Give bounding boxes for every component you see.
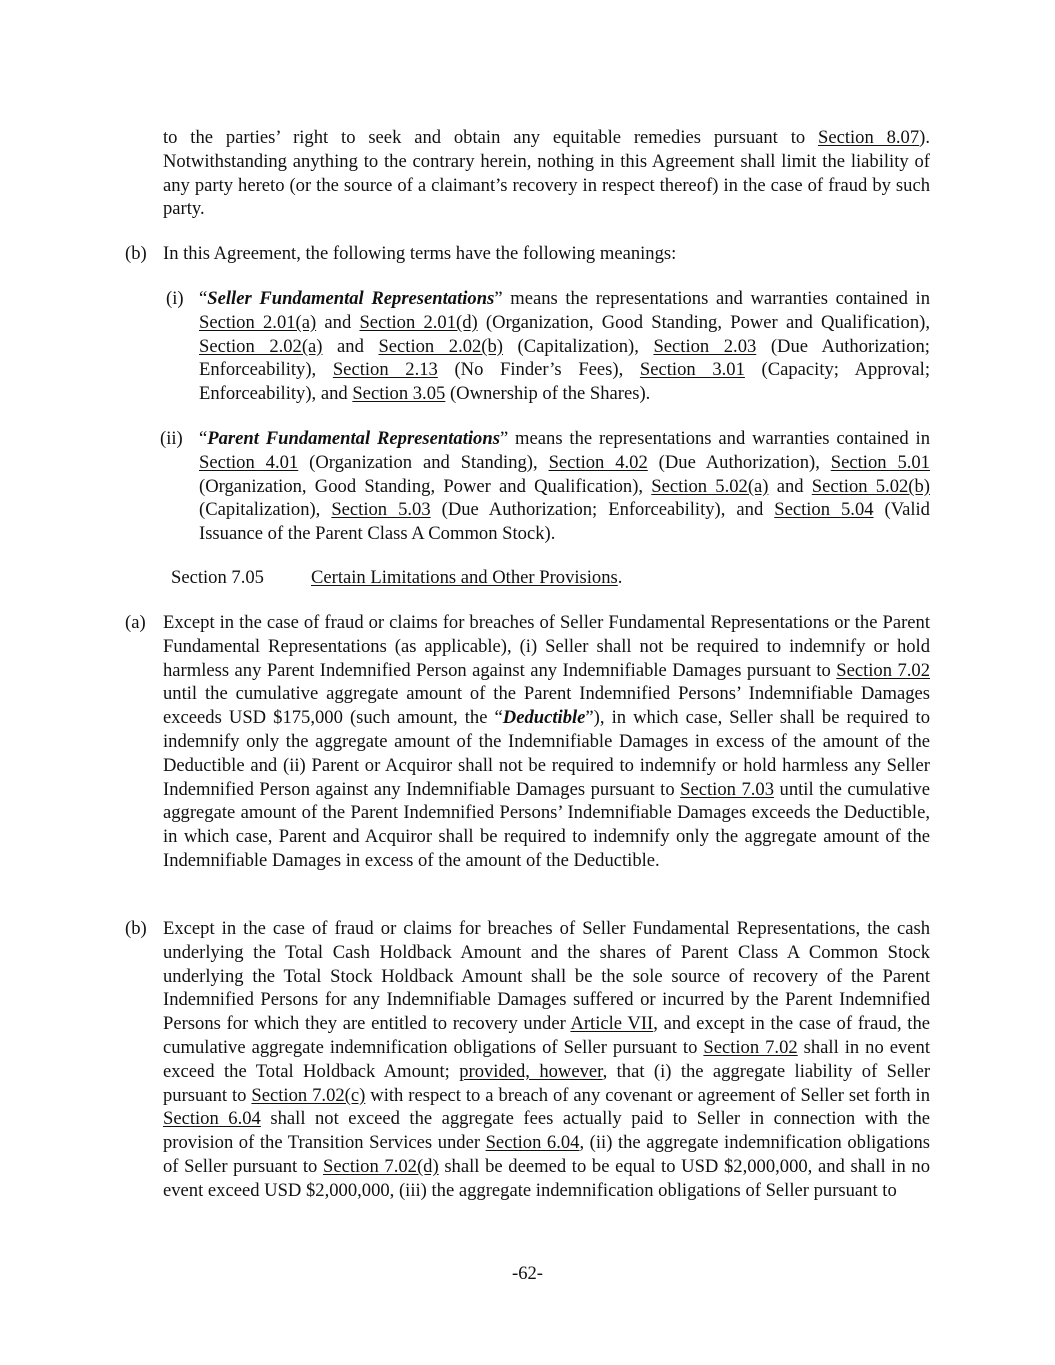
cross-reference[interactable]: Section 4.02 (548, 451, 648, 473)
clause-paragraph: Except in the case of fraud or claims for breaches of Seller Fundamental Representations, the cash underlying the Total Cash Holdback Amount and the shares of Parent Class A Common Stock underlying the Total Stock Holdback Amount shall be the sole source of recovery of the Parent Indemnified Persons for any Indemnifiable Damages suffered or incurred by the Parent Indemnified Persons for which they are entitled to recovery under Article VII, and except in the case of fraud, the cumulative aggregate indemnification obligations of Seller pursuant to Section 7.02 shall in no event exceed the Total Holdback Amount; provided, however, that (i) the aggregate liability of Seller pursuant to Section 7.02(c) with respect to a breach of any covenant or agreement of Seller set forth in Section 6.04 shall not exceed the aggregate fees actually paid to Seller in connection with the provision of the Transition Services under Section 6.04, (ii) the aggregate indemnification obligations of Seller pursuant to Section 7.02(d) shall be deemed to be equal to USD $2,000,000, and shall in no event exceed USD $2,000,000, (iii) the aggregate indemnification obligations of Seller pursuant to (163, 918, 931, 1201)
list-marker: (b) (125, 918, 147, 939)
cross-reference[interactable]: Section 5.01 (830, 451, 930, 473)
cross-reference[interactable]: Section 2.03 (653, 335, 757, 357)
cross-reference[interactable]: Section 3.05 (352, 383, 446, 405)
proviso-term: provided, however (459, 1060, 603, 1082)
definition-item: “Seller Fundamental Representations” means the representations and warranties contained in Section 2.01(a) and Section 2.01(d) (Organization, Good Standing, Power and Qualification), Section 2.02(a) and Section 2.02(b) (Capitalization), Section 2.03 (Due Authorization; Enforceability), Section 2.13 (No Finder’s Fees), Section 3.01 (Capacity; Approval; Enforceability), and Section 3.05 (Ownership of the Shares). (199, 288, 930, 405)
cross-reference[interactable]: Section 5.02(a) (651, 475, 769, 497)
cross-reference[interactable]: Section 7.02(c) (251, 1084, 366, 1106)
cross-reference[interactable]: Section 2.02(a) (199, 335, 323, 357)
cross-reference[interactable]: Section 7.02 (836, 659, 931, 681)
section-heading (171, 566, 264, 590)
page-number: -62- (512, 1263, 543, 1284)
clause-paragraph: Except in the case of fraud or claims for breaches of Seller Fundamental Representations or the Parent Fundamental Representations (as applicable), (i) Seller shall not be required to indemnify or hold harmless any Parent Indemnified Person against any Indemnifiable Damages pursuant to Section 7.02 until the cumulative aggregate amount of the Parent Indemnified Persons’ Indemnifiable Damages exceeds USD $175,000 (such amount, the “Deductible”), in which case, Seller shall be required to indemnify only the aggregate amount of the Indemnifiable Damages in excess of the amount of the Deductible and (ii) Parent or Acquiror shall not be required to indemnify or hold harmless any Seller Indemnified Person against any Indemnifiable Damages pursuant to Section 7.03 until the cumulative aggregate amount of the Parent Indemnified Persons’ Indemnifiable Damages exceeds the Deductible, in which case, Parent and Acquiror shall be required to indemnify only the aggregate amount of the Indemnifiable Damages in excess of the amount of the Deductible. (163, 612, 931, 871)
list-marker: (ii) (160, 428, 183, 449)
cross-reference[interactable]: Section 6.04 (485, 1132, 580, 1154)
cross-reference[interactable]: Section 2.13 (332, 359, 438, 381)
defined-term: Deductible (502, 707, 586, 729)
section-number: Section 7.05 (171, 567, 264, 588)
cross-reference[interactable]: Section 2.02(b) (378, 335, 503, 357)
cross-reference[interactable]: Section 8.07 (818, 127, 920, 148)
cross-reference[interactable]: Section 2.01(d) (359, 311, 478, 333)
defined-term: Seller Fundamental Representations (207, 288, 495, 309)
list-marker: (b) (125, 243, 147, 264)
section-title-wrap: Certain Limitations and Other Provisions. (311, 567, 623, 588)
cross-reference[interactable]: Section 6.04 (163, 1108, 261, 1130)
section-title: Certain Limitations and Other Provisions (311, 567, 618, 588)
continuation-paragraph: to the parties’ right to seek and obtain any equitable remedies pursuant to Section 8.07). Notwithstanding anything to the contrary herein, nothing in this Agreement shall limit the liability of any party hereto (or the source of a claimant’s recovery in respect thereof) in the case of fraud by such party. (163, 127, 930, 220)
cross-reference[interactable]: Section 5.03 (331, 499, 431, 521)
cross-reference[interactable]: Section 5.04 (774, 499, 874, 521)
definition-item: “Parent Fundamental Representations” means the representations and warranties contained in Section 4.01 (Organization and Standing), Section 4.02 (Due Authorization), Section 5.01 (Organization, Good Standing, Power and Qualification), Section 5.02(a) and Section 5.02(b) (Capitalization), Section 5.03 (Due Authorization; Enforceability), and Section 5.04 (Valid Issuance of the Parent Class A Common Stock). (199, 428, 930, 545)
cross-reference[interactable]: Section 3.01 (639, 359, 745, 381)
cross-reference[interactable]: Section 7.02(d) (323, 1155, 439, 1177)
cross-reference[interactable]: Section 7.02 (703, 1036, 798, 1058)
cross-reference[interactable]: Section 5.02(b) (811, 475, 930, 497)
cross-reference[interactable]: Section 7.03 (680, 778, 774, 800)
list-marker: (a) (125, 612, 146, 633)
list-marker: (i) (166, 288, 184, 309)
cross-reference[interactable]: Section 2.01(a) (199, 311, 317, 333)
cross-reference[interactable]: Article VII (570, 1013, 654, 1035)
cross-reference[interactable]: Section 4.01 (199, 451, 299, 473)
defined-term: Parent Fundamental Representations (207, 428, 500, 449)
definitions-intro: In this Agreement, the following terms have the following meanings: (163, 243, 677, 264)
